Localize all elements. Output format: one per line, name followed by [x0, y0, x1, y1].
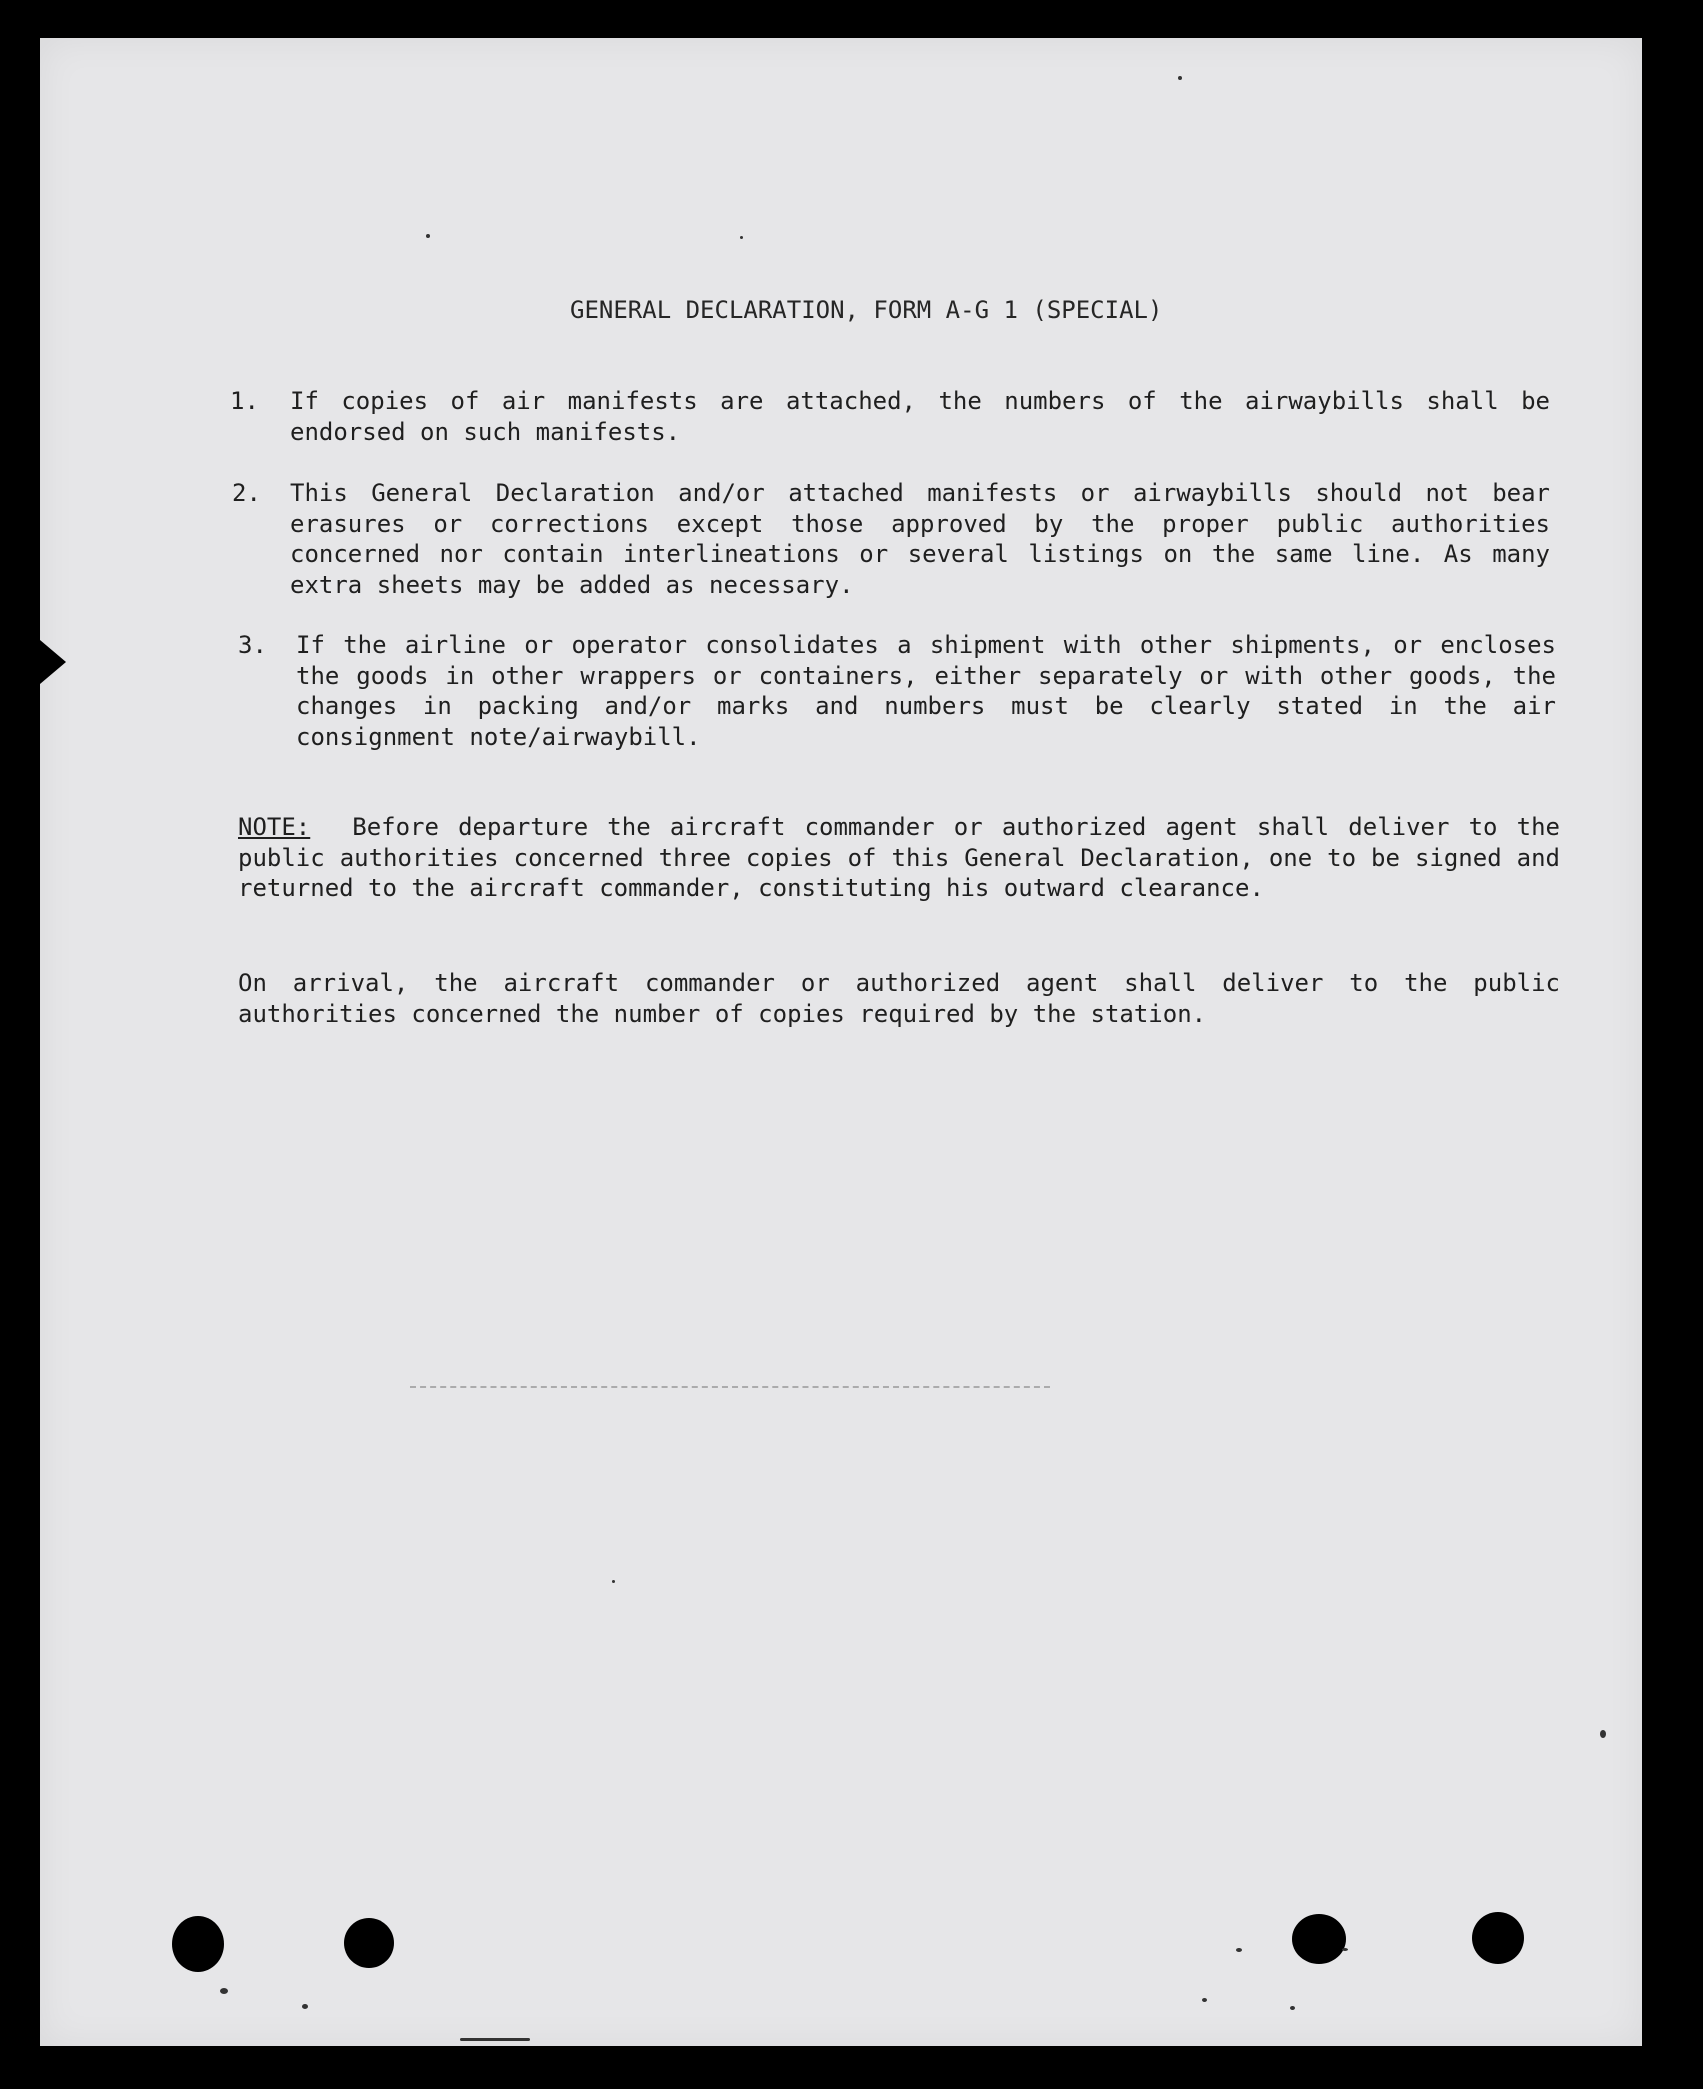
punch-hole — [1472, 1912, 1524, 1964]
item-text: If the airline or operator consolidates a shipment with other shipments, or encloses the goods in other wrappers or containers, either separately or with other goods, the changes in packing and/or marks and numbers must be clearly stated in the air consignment note/airwaybill. — [296, 631, 1556, 751]
item-number: 1. — [230, 387, 259, 415]
faint-dash-line — [410, 1386, 1050, 1388]
speck — [220, 1988, 228, 1994]
speck — [612, 1580, 615, 1583]
page-edge-notch — [40, 640, 66, 684]
speck — [1202, 1998, 1207, 2002]
speck — [460, 2038, 530, 2041]
speck — [1178, 76, 1182, 80]
document-page — [40, 38, 1642, 2046]
punch-hole — [1292, 1914, 1346, 1964]
speck — [426, 234, 430, 238]
speck — [302, 2004, 308, 2009]
punch-hole — [344, 1918, 394, 1968]
item-number: 3. — [238, 631, 267, 659]
speck — [1342, 1948, 1348, 1951]
speck — [1600, 1730, 1606, 1738]
note-text: Before departure the aircraft commander or authorized agent shall deliver to the public authorities concerned three copies of this General Declaration, one to be signed and returned to the aircraft commander, constituting his outward clearance. — [238, 813, 1560, 902]
speck — [740, 236, 743, 239]
item-text: This General Declaration and/or attached manifests or airwaybills should not bear erasures or corrections except those approved by the proper public authorities concerned nor contain interlineations or several listings on the same line. As many extra sheets may be added as necessary. — [290, 479, 1550, 599]
note-label: NOTE: — [238, 813, 311, 841]
punch-hole — [172, 1916, 224, 1972]
arrival-paragraph: On arrival, the aircraft commander or authorized agent shall deliver to the public authorities concerned the number of copies required by the station. — [238, 969, 1560, 1028]
speck — [1290, 2006, 1295, 2010]
document-title: GENERAL DECLARATION, FORM A-G 1 (SPECIAL) — [570, 296, 1163, 324]
item-text: If copies of air manifests are attached, the numbers of the airwaybills shall be endorsed on such manifests. — [290, 387, 1550, 446]
item-number: 2. — [232, 479, 261, 507]
speck — [1236, 1948, 1242, 1952]
note-paragraph — [238, 812, 1560, 904]
